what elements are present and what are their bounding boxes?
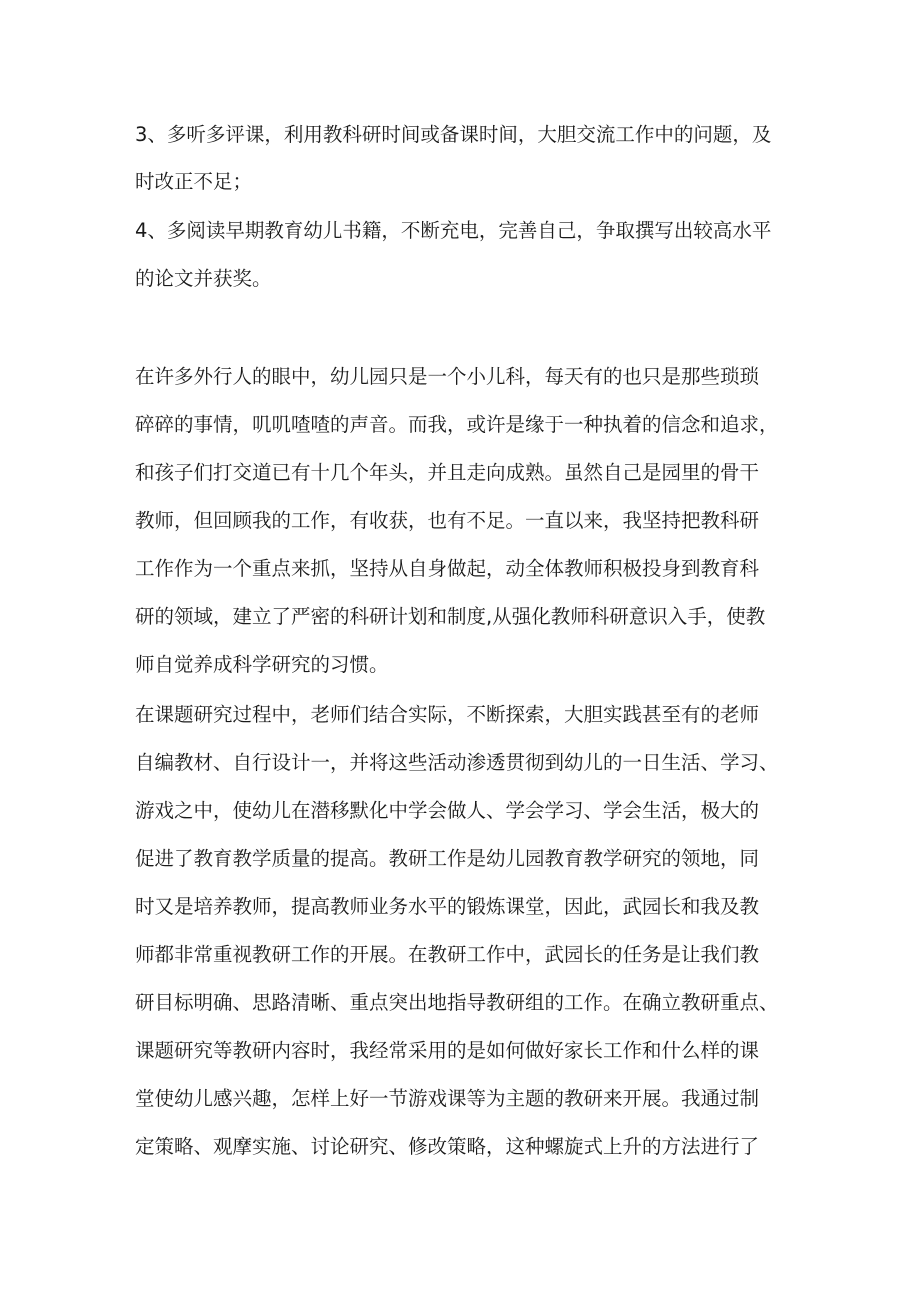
text-line: 自编教材、自行设计一，并将这些活动渗透贯彻到幼儿的一日生活、学习、 [135,751,779,774]
text-line: 4、多阅读早期教育幼儿书籍，不断充电，完善自己，争取撰写出较高水平 [135,219,772,242]
text-line: 在许多外行人的眼中，幼儿园只是一个小儿科，每天有的也只是那些琐琐 [135,365,760,388]
text-line: 时改正不足； [135,170,253,193]
text-line: 教师，但回顾我的工作，有收获，也有不足。一直以来，我坚持把教科研 [135,509,760,532]
text-line: 师都非常重视教研工作的开展。在教研工作中，武园长的任务是让我们教 [135,943,760,966]
text-line: 时又是培养教师，提高教师业务水平的锻炼课堂，因此，武园长和我及教 [135,895,760,918]
text-line: 定策略、观摩实施、讨论研究、修改策略，这种螺旋式上升的方法进行了 [135,1135,760,1158]
text-line: 促进了教育教学质量的提高。教研工作是幼儿园教育教学研究的领地，同 [135,847,760,870]
text-line: 游戏之中，使幼儿在潜移默化中学会做人、学会学习、学会生活，极大的 [135,799,760,822]
text-line: 和孩子们打交道已有十几个年头，并且走向成熟。虽然自己是园里的骨干 [135,461,760,484]
text-line: 研的领域，建立了严密的科研计划和制度,从强化教师科研意识入手，使教 [135,605,766,628]
text-line: 堂使幼儿感兴趣，怎样上好一节游戏课等为主题的教研来开展。我通过制 [135,1087,760,1110]
text-line: 碎碎的事情，叽叽喳喳的声音。而我，或许是缘于一种执着的信念和追求， [135,413,779,436]
text-line: 师自觉养成科学研究的习惯。 [135,653,389,676]
text-line: 3、多听多评课，利用教科研时间或备课时间，大胆交流工作中的问题，及 [135,123,772,146]
text-line: 的论文并获奖。 [135,267,272,290]
text-line: 课题研究等教研内容时，我经常采用的是如何做好家长工作和什么样的课 [135,1039,760,1062]
text-line: 在课题研究过程中，老师们结合实际，不断探索，大胆实践甚至有的老师 [135,703,760,726]
text-line: 工作作为一个重点来抓，坚持从自身做起，动全体教师积极投身到教育科 [135,557,760,580]
text-line: 研目标明确、思路清晰、重点突出地指导教研组的工作。在确立教研重点、 [135,991,779,1014]
